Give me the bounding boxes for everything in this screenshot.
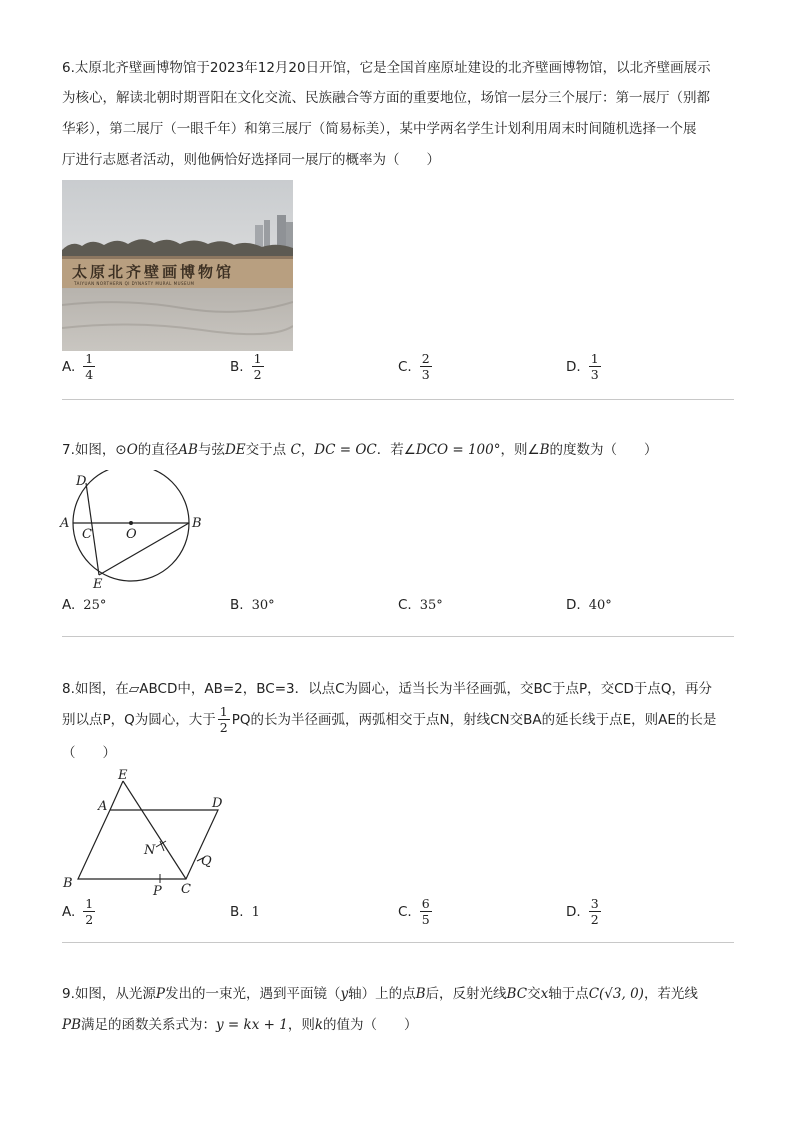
- separator: [62, 942, 734, 943]
- q6-line-3: 华彩），第二展厅（一眼千年）和第三展厅（简易标美），某中学两名学生计划利用周末时间随机选择一个展: [62, 121, 697, 137]
- separator: [62, 636, 734, 637]
- label-d: D: [212, 796, 223, 811]
- label-o: O: [126, 527, 137, 542]
- label-a: A: [98, 799, 108, 814]
- q7-option-d[interactable]: D. 40°: [566, 597, 612, 613]
- q7-stem: 7.如图，⊙O的直径AB与弦DE交于点 C，DC = OC．若∠DCO = 100°，则∠B的度数为（ ）: [62, 442, 658, 458]
- q8-line-3: （ ）: [62, 745, 116, 761]
- label-e: E: [93, 577, 103, 590]
- photo-subcaption: TAIYUAN NORTHERN QI DYNASTY MURAL MUSEUM: [74, 281, 195, 286]
- label-c: C: [181, 882, 191, 897]
- q8-line-1: 8.如图，在▱ABCD中，AB=2，BC=3．以点C为圆心，适当长为半径画弧，交BC于点P，交CD于点Q，再分: [62, 681, 713, 697]
- q8-option-d[interactable]: D. $\frac{3}{2}$: [566, 896, 599, 927]
- q8-option-a[interactable]: A. $\frac{1}{2}$: [62, 896, 94, 927]
- circle-o: [73, 470, 189, 581]
- q6-line-2: 为核心，解读北朝时期晋阳在文化交流、民族融合等方面的重要地位，场馆一层分三个展厅：第一展厅（别都: [62, 90, 710, 106]
- q6-option-d[interactable]: D. $\frac{1}{3}$: [566, 351, 599, 382]
- label-a: A: [60, 516, 70, 531]
- q6-option-a[interactable]: A. $\frac{1}{4}$: [62, 351, 94, 382]
- q8-option-b[interactable]: B. 1: [230, 904, 260, 920]
- q8-line-2: 别以点P，Q为圆心，大于 $\frac{1}{2}$ PQ的长为半径画弧，两弧相交于点N，射线CN交BA的延长线于点E，则AE的长是: [62, 704, 717, 735]
- label-p: P: [153, 884, 162, 899]
- q7-option-b[interactable]: B. 30°: [230, 597, 275, 613]
- q6-option-b[interactable]: B. $\frac{1}{2}$: [230, 351, 262, 382]
- q6-line-4: 厅进行志愿者活动，则他俩恰好选择同一展厅的概率为（ ）: [62, 152, 440, 168]
- label-q: Q: [201, 854, 212, 869]
- ray-cn: [123, 781, 186, 879]
- q7-circle-figure: [58, 470, 208, 590]
- q9-line-1: 9.如图，从光源P发出的一束光，遇到平面镜（y轴）上的点B后，反射光线BC交x轴于点C(√3, 0)，若光线: [62, 986, 698, 1002]
- segment-eb: [99, 523, 189, 575]
- museum-photo: [62, 180, 293, 351]
- q6-option-c[interactable]: C. $\frac{2}{3}$: [398, 351, 430, 382]
- label-b: B: [63, 876, 73, 891]
- q7-option-a[interactable]: A. 25°: [62, 597, 107, 613]
- q6-line-1: 6.太原北齐壁画博物馆于2023年12月20日开馆，它是全国首座原址建设的北齐壁画博物馆，以北齐壁画展示: [62, 60, 711, 76]
- q8-parallelogram-figure: [60, 765, 240, 900]
- label-e: E: [118, 768, 128, 783]
- center-point-o: [129, 521, 133, 525]
- q7-option-c[interactable]: C. 35°: [398, 597, 443, 613]
- label-c: C: [82, 527, 92, 542]
- separator: [62, 399, 734, 400]
- label-n: N: [144, 843, 156, 858]
- extension-ae: [110, 781, 123, 810]
- q9-line-2: PB满足的函数关系式为：y = kx + 1，则k的值为（ ）: [62, 1017, 418, 1033]
- label-d: D: [76, 474, 87, 489]
- label-b: B: [192, 516, 202, 531]
- photo-caption: 太原北齐壁画博物馆: [72, 263, 235, 281]
- q8-option-c[interactable]: C. $\frac{6}{5}$: [398, 896, 430, 927]
